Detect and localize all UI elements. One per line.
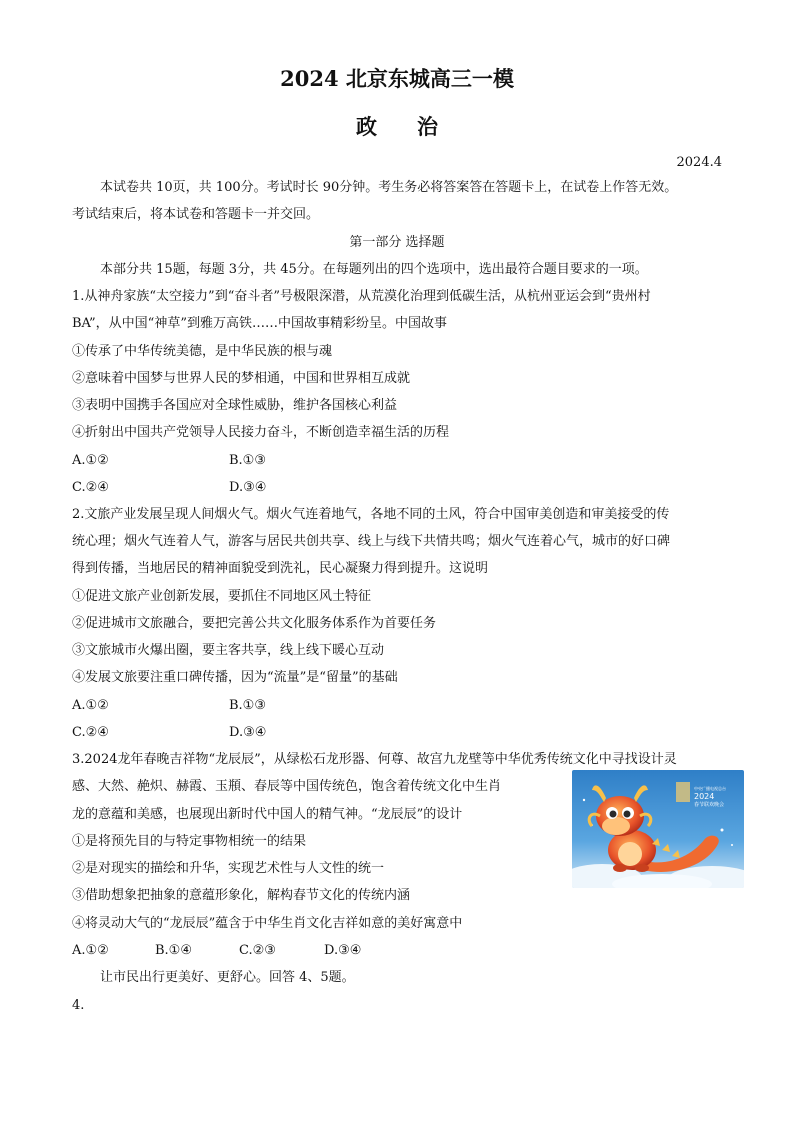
exam-date: 2024.4 [676,155,722,170]
q3-stem-line-3: 龙的意蕴和美感，也展现出新时代中国人的精气神。“龙辰辰”的设计 [72,807,463,822]
q3-statement-2: ②是对现实的描绘和升华，实现艺术性与人文性的统一 [72,861,385,876]
q1-statement-1: ①传承了中华传统美德，是中华民族的根与魂 [72,344,333,359]
q3-statement-3: ③借助想象把抽象的意蕴形象化，解构春节文化的传统内涵 [72,888,411,903]
q1-statement-2: ②意味着中国梦与世界人民的梦相通，中国和世界相互成就 [72,371,411,386]
dragon-mascot-image [572,770,744,888]
q1-option-c: C.②④ [72,480,109,495]
q1-option-b: B.①③ [229,453,266,468]
q2-statement-4: ④发展文旅要注重口碑传播，因为“流量”是“留量”的基础 [72,670,398,685]
part1-intro: 本部分共 15题，每题 3分，共 45分。在每题列出的四个选项中，选出最符合题目要求的一项。 [100,262,648,277]
q2-statement-2: ②促进城市文旅融合，要把完善公共文化服务体系作为首要任务 [72,616,437,631]
figure-caption-year: 2024 [694,792,715,801]
instructions-line-2: 考试结束后，将本试卷和答题卡一并交回。 [72,207,320,222]
q2-stem-line-3: 得到传播，当地居民的精神面貌受到洗礼，民心凝聚力得到提升。这说明 [72,561,489,576]
q2-option-b: B.①③ [229,698,266,713]
q1-stem-line-1: 1.从神舟家族“太空接力”到“奋斗者”号极限深潜，从荒漠化治理到低碳生活，从杭州亚运会到“贵州村 [72,289,651,304]
q2-statement-1: ①促进文旅产业创新发展，要抓住不同地区风土特征 [72,589,372,604]
q3-option-a: A.①② [72,943,109,958]
figure-caption-event: 春节联欢晚会 [694,802,725,808]
instructions-line-1: 本试卷共 10页，共 100分。考试时长 90分钟。考生务必将答案答在答题卡上，在试卷上作答无效。 [100,180,678,195]
q2-option-c: C.②④ [72,725,109,740]
q3-option-c: C.②③ [239,943,276,958]
q1-option-d: D.③④ [229,480,267,495]
q3-stem-line-2: 感、大然、赩炽、赫霞、玉頩、春辰等中国传统色，饱含着传统文化中生肖 [72,779,502,794]
q3-statement-4: ④将灵动大气的“龙辰辰”蕴含于中华生肖文化吉祥如意的美好寓意中 [72,916,463,931]
exam-title: 2024 北京东城高三一模 [280,66,514,91]
exam-subject: 政治 [356,114,478,139]
q2-option-d: D.③④ [229,725,267,740]
q3-option-d: D.③④ [324,943,362,958]
figure-caption-top: 中央广播电视总台 [694,786,726,791]
q2-statement-3: ③文旅城市火爆出圈，要主客共享，线上线下暖心互动 [72,643,385,658]
q1-option-a: A.①② [72,453,109,468]
q2-stem-line-1: 2.文旅产业发展呈现人间烟火气。烟火气连着地气，各地不同的土风，符合中国审美创造和审美接受的传 [72,507,670,522]
q1-statement-4: ④折射出中国共产党领导人民接力奋斗，不断创造幸福生活的历程 [72,425,450,440]
q45-intro: 让市民出行更美好、更舒心。回答 4、5题。 [100,970,355,985]
q4-number: 4. [72,998,85,1013]
q3-stem-line-1: 3.2024龙年春晚吉祥物“龙辰辰”，从绿松石龙形器、何尊、故宫九龙壁等中华优秀传统文化中寻找设计灵 [72,752,677,767]
q3-statement-1: ①是将预先目的与特定事物相统一的结果 [72,834,307,849]
q1-statement-3: ③表明中国携手各国应对全球性威胁，维护各国核心利益 [72,398,398,413]
part1-heading: 第一部分 选择题 [349,235,445,250]
q3-option-b: B.①④ [155,943,192,958]
q2-stem-line-2: 统心理；烟火气连着人气，游客与居民共创共享、线上与线下共情共鸣；烟火气连着心气，城市的好口碑 [72,534,671,549]
q2-option-a: A.①② [72,698,109,713]
q1-stem-line-2: BA”，从中国“神草”到雅万高铁……中国故事精彩纷呈。中国故事 [72,316,447,331]
